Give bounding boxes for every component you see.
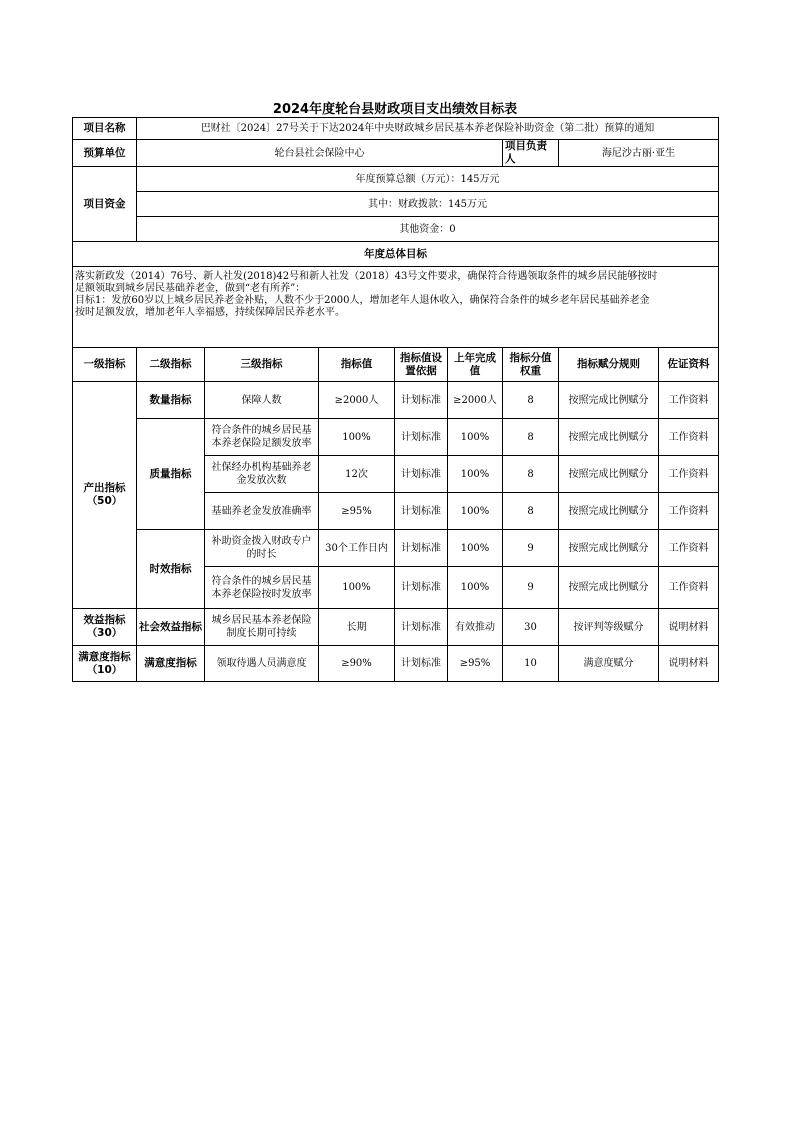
- level3-cell: 补助资金拨入财政专户的时长: [205, 530, 319, 567]
- value-cell: 12次: [319, 456, 395, 493]
- annual-goal-line: 按时足额发放，增加老年人幸福感，持续保障居民养老水平。: [75, 307, 345, 318]
- weight-cell: 8: [503, 419, 559, 456]
- prev-cell: 100%: [448, 530, 503, 567]
- table-row: [73, 419, 719, 456]
- evidence-cell: 说明材料: [659, 609, 719, 646]
- level2-social: 社会效益指标: [137, 609, 205, 646]
- rule-cell: 按照完成比例赋分: [559, 567, 659, 609]
- project-name-row: [73, 118, 719, 140]
- level3-cell: [205, 419, 319, 456]
- annual-goal-label: 年度总体目标: [73, 242, 719, 267]
- table-row: [73, 382, 719, 419]
- level2-quantity: 数量指标: [137, 382, 205, 419]
- funds-total: 年度预算总额（万元）：145万元: [137, 167, 719, 192]
- level1-satisfaction: 满意度指标（10）: [73, 646, 137, 682]
- project-name-value: 巴财社〔2024〕27号关于下达2024年中央财政城乡居民基本养老保险补助资金（第二批）预算的通知: [137, 118, 719, 140]
- value-cell: 100%: [319, 567, 395, 609]
- budget-unit-label: 预算单位: [73, 140, 137, 167]
- value-cell: 长期: [319, 609, 395, 646]
- prev-cell: 100%: [448, 456, 503, 493]
- rule-cell: 按照完成比例赋分: [559, 493, 659, 530]
- header-level2: 二级指标: [137, 348, 205, 382]
- project-name-label: 项目名称: [73, 118, 137, 140]
- level1-output: 产出指标（50）: [73, 382, 137, 609]
- project-lead-label: 项目负责人: [503, 140, 559, 167]
- basis-cell: 计划标准: [395, 530, 448, 567]
- annual-goal-line: 足额领取到城乡居民基础养老金，做到“老有所养”：: [75, 283, 306, 294]
- level2-quality: 质量指标: [137, 419, 205, 530]
- weight-cell: 9: [503, 567, 559, 609]
- header-weight: 指标分值权重: [503, 348, 559, 382]
- annual-goal-line: 落实新政发（2014）76号、新人社发(2018)42号和新人社发（2018）43号文件要求，确保符合待遇领取条件的城乡居民能够按时: [75, 271, 658, 282]
- prev-cell: 100%: [448, 419, 503, 456]
- level1-benefit: 效益指标（30）: [73, 609, 137, 646]
- rule-cell: 按照完成比例赋分: [559, 456, 659, 493]
- budget-unit-row: [73, 140, 719, 167]
- evidence-cell: 工作资料: [659, 419, 719, 456]
- prev-cell: 100%: [448, 567, 503, 609]
- evidence-cell: 工作资料: [659, 567, 719, 609]
- weight-cell: 9: [503, 530, 559, 567]
- level2-timeliness: 时效指标: [137, 530, 205, 609]
- level3-cell: 符合条件的城乡居民基本养老保险按时发放率: [205, 567, 319, 609]
- header-evidence: 佐证资料: [659, 348, 719, 382]
- budget-unit-value: 轮台县社会保险中心: [137, 140, 503, 167]
- basis-cell: 计划标准: [395, 567, 448, 609]
- basis-cell: 计划标准: [395, 456, 448, 493]
- evidence-cell: 工作资料: [659, 456, 719, 493]
- level3-cell: 社保经办机构基础养老金发放次数: [205, 456, 319, 493]
- evidence-cell: 工作资料: [659, 530, 719, 567]
- level3-cell: 领取待遇人员满意度: [205, 646, 319, 682]
- evidence-cell: 说明材料: [659, 646, 719, 682]
- header-rule: 指标赋分规则: [559, 348, 659, 382]
- value-cell: 30个工作日内: [319, 530, 395, 567]
- header-prev: 上年完成值: [448, 348, 503, 382]
- prev-cell: 有效推动: [448, 609, 503, 646]
- rule-cell: 按照完成比例赋分: [559, 419, 659, 456]
- level3-text: 符合条件的城乡居民基本养老保险足额发放率: [211, 425, 312, 449]
- weight-cell: 8: [503, 382, 559, 419]
- annual-goal-line: 目标1：发放60岁以上城乡居民养老金补贴，人数不少于2000人，增加老年人退休收入，确保符合条件的城乡老年居民基础养老金: [75, 295, 650, 306]
- basis-cell: 计划标准: [395, 382, 448, 419]
- level3-cell: 基础养老金发放准确率: [205, 493, 319, 530]
- table-row: [73, 609, 719, 646]
- value-cell: ≥2000人: [319, 382, 395, 419]
- annual-goal-text: [73, 267, 719, 348]
- value-cell: ≥95%: [319, 493, 395, 530]
- header-level1: 一级指标: [73, 348, 137, 382]
- basis-cell: 计划标准: [395, 419, 448, 456]
- funds-other: 其他资金：0: [137, 217, 719, 242]
- evidence-cell: 工作资料: [659, 493, 719, 530]
- header-value: 指标值: [319, 348, 395, 382]
- page-title: 2024年度轮台县财政项目支出绩效目标表: [272, 102, 518, 117]
- performance-target-table: [72, 117, 719, 682]
- prev-cell: 100%: [448, 493, 503, 530]
- project-lead-value: 海尼沙古丽·亚生: [559, 140, 719, 167]
- rule-cell: 按评判等级赋分: [559, 609, 659, 646]
- weight-cell: 8: [503, 493, 559, 530]
- weight-cell: 30: [503, 609, 559, 646]
- level3-cell: 保障人数: [205, 382, 319, 419]
- rule-cell: 满意度赋分: [559, 646, 659, 682]
- weight-cell: 10: [503, 646, 559, 682]
- rule-cell: 按照完成比例赋分: [559, 530, 659, 567]
- rule-cell: 按照完成比例赋分: [559, 382, 659, 419]
- funds-fiscal: 其中：财政拨款：145万元: [137, 192, 719, 217]
- funds-other-row: [73, 217, 719, 242]
- basis-cell: 计划标准: [395, 609, 448, 646]
- prev-cell: ≥2000人: [448, 382, 503, 419]
- level3-cell: 城乡居民基本养老保险制度长期可持续: [205, 609, 319, 646]
- annual-goal-row: [73, 267, 719, 348]
- value-cell: 100%: [319, 419, 395, 456]
- funds-total-row: [73, 167, 719, 192]
- indicator-header-row: [73, 348, 719, 382]
- weight-cell: 8: [503, 456, 559, 493]
- basis-cell: 计划标准: [395, 493, 448, 530]
- evidence-cell: 工作资料: [659, 382, 719, 419]
- prev-cell: ≥95%: [448, 646, 503, 682]
- table-row: [73, 646, 719, 682]
- funds-fiscal-row: [73, 192, 719, 217]
- funds-label: 项目资金: [73, 167, 137, 242]
- level2-satisfaction: 满意度指标: [137, 646, 205, 682]
- table-row: [73, 530, 719, 567]
- value-cell: ≥90%: [319, 646, 395, 682]
- basis-cell: 计划标准: [395, 646, 448, 682]
- header-level3: 三级指标: [205, 348, 319, 382]
- header-basis: 指标值设置依据: [395, 348, 448, 382]
- annual-goal-header-row: [73, 242, 719, 267]
